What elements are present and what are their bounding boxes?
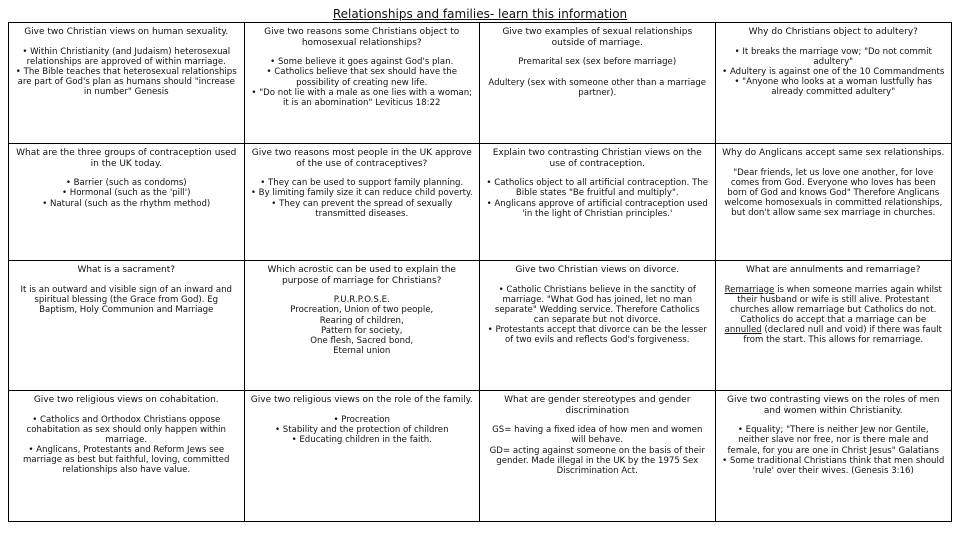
card-question: Give two reasons most people in the UK approve of the use of contraceptives? [251,148,472,169]
card-sacrament [9,261,245,391]
card-answer: Premarital sex (sex before marriage) Adultery (sex with someone other than a marriage partner). [488,57,707,98]
card-question: Give two reasons some Christians object to homosexual relationships? [264,27,460,48]
card-answer: • Some believe it goes against God's plan. • Catholics believe that sex should have the possibility of creating new life. • "Do not lie with a male as one lies with a woman; it is an abomination" Leviticus 18:22 [251,57,473,108]
card-question: Give two examples of sexual relationships outside of marriage. [502,27,693,48]
card-question: Give two religious views on cohabitation. [33,395,219,405]
card-question: Which acrostic can be used to explain the purpose of marriage for Christians? [267,265,456,286]
card-anglican-same-sex [716,144,952,261]
page-title: Relationships and families- learn this information [332,7,628,21]
card-question: Explain two contrasting Christian views on the use of contraception. [492,148,702,169]
card-adultery [716,23,952,144]
card-question: Why do Christians object to adultery? [748,27,918,37]
card-answer: • Catholics object to all artificial contraception. The Bible states "Be fruitful and multiply". • Anglicans approve of artificial contraception used 'in the light of Christian principles.' [486,178,709,219]
card-question: Give two contrasting views on the roles of men and women within Christianity. [727,395,940,416]
annulment-definition: (declared null and void) if there was fault from the start. This allows for remarriage. [743,325,942,346]
card-contraception-groups [9,144,245,261]
card-question: What is a sacrament? [77,265,176,275]
card-question: What are annulments and remarriage? [745,265,921,275]
card-answer: • Catholic Christians believe in the sanctity of marriage. "What God has joined, let no man separate" Wedding service. Therefore Catholics can separate but not divorce. • Protestants accept that divorce can be the lesser of two evils and reflects God's forgiveness. [487,284,707,346]
card-annulment-remarriage [716,261,952,391]
card-answer: P.U.R.P.O.S.E. Procreation, Union of two people, Rearing of children, Pattern for society, One flesh, Sacred bond, Eternal union [290,295,434,356]
term-remarriage: Remarriage [724,284,775,295]
card-answer: "Dear friends, let us love one another, for love comes from God. Everyone who loves has been born of God and knows God" Therefore Anglicans welcome homosexuals in committed relationships, but don't allow same sex marriage in churches. [724,167,943,219]
term-annulled: annulled [724,325,762,336]
card-sexual-relationships [480,23,716,144]
card-answer: • Catholics and Orthodox Christians oppose cohabitation as sex should only happen within marriage. • Anglicans, Protestants and Reform Jews see marriage as best but faithful, loving, committed relationships also have value. [23,414,230,476]
card-answer: It is an outward and visible sign of an inward and spiritual blessing (the Grace from God). Eg Baptism, Holy Communion and Marriage [20,284,233,315]
card-cohabitation [9,391,245,521]
card-question: Give two Christian views on divorce. [515,265,680,275]
card-divorce [480,261,716,391]
card-answer [722,285,946,346]
revision-grid [8,22,952,522]
card-marriage-acrostic [245,261,481,391]
card-question: Give two religious views on the role of the family. [250,395,473,405]
card-contraception-views [480,144,716,261]
card-answer: • They can be used to support family planning. • By limiting family size it can reduce child poverty. • They can prevent the spread of sexually transmitted diseases. [250,178,473,219]
card-answer: • It breaks the marriage vow; "Do not commit adultery" • Adultery is against one of the 10 Commandments • "Anyone who looks at a woman lustfully has already committed adultery" [722,46,945,98]
card-homosexuality [245,23,481,144]
card-answer: GS= having a fixed idea of how men and women will behave. GD= acting against someone on the basis of their gender. Made illegal in the UK by the 1975 Sex Discrimination Act. [489,425,705,476]
annulment-lead: Catholics do accept that a marriage can be [740,315,927,326]
card-question: Why do Anglicans accept same sex relationships. [722,148,945,158]
card-answer: • Equality; "There is neither Jew nor Gentile, neither slave nor free, nor is there male and female, for you are one in Christ Jesus" Galatians • Some traditional Christians think that men should 'rule' over their wives. (Genesis 3:16) [722,425,945,476]
card-answer: • Procreation • Stability and the protection of children • Educating children in the faith. [274,414,449,445]
card-gender-stereotypes [480,391,716,521]
card-answer: • Within Christianity (and Judaism) heterosexual relationships are approved of within marriage. • The Bible teaches that heterosexual relationships are part of God's plan as humans should "increase in number" Genesis [15,46,237,98]
card-gender-roles [716,391,952,521]
remarriage-definition: is when someone marries again whilst their husband or wife is still alive. Protestant churches allow remarriage but Catholics do not. [730,284,942,315]
card-sexuality [9,23,245,144]
card-question: Give two Christian views on human sexuality. [24,27,229,37]
card-contraception-approval [245,144,481,261]
card-answer: • Barrier (such as condoms) • Hormonal (such as the 'pill') • Natural (such as the rhythm method) [42,178,211,209]
card-question: What are the three groups of contraception used in the UK today. [16,148,237,169]
card-question: What are gender stereotypes and gender discrimination [504,395,691,416]
card-family-role [245,391,481,521]
